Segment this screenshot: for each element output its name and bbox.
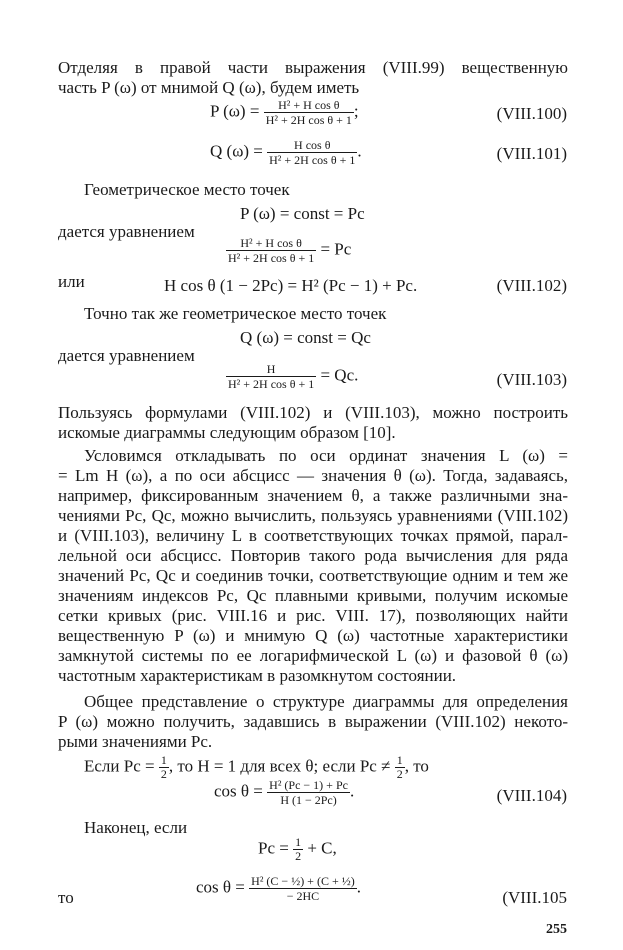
para3-line11: замкнутой системы по ее логарифмической L (ω) и фазовой θ (ω) bbox=[58, 646, 568, 665]
para4-line3: рыми значениями Pc. bbox=[58, 732, 213, 751]
eq101-lhs: Q (ω) = bbox=[210, 141, 263, 161]
para3-line1: Условимся откладывать по оси ординат значения L (ω) = bbox=[84, 446, 568, 465]
eq104-tail: . bbox=[349, 781, 355, 801]
para1-line2: часть P (ω) от мнимой Q (ω), будем иметь bbox=[58, 78, 360, 97]
para1-line1: Отделяя в правой части выражения (VIII.99) вещественную bbox=[58, 58, 568, 77]
eq101-tail: . bbox=[357, 141, 362, 161]
para3-line6: лельной оси абсцисс. Повторив такого рода вычисления для ряда bbox=[58, 546, 568, 565]
eqno-viii-101: (VIII.101) bbox=[496, 144, 567, 163]
equation-viii-101 bbox=[210, 138, 362, 167]
eq104-denominator: H (1 − 2Pc) bbox=[280, 793, 337, 807]
given-by-1: дается уравнением bbox=[58, 222, 195, 241]
half1-denominator: 2 bbox=[160, 767, 167, 781]
eq105-tail: . bbox=[356, 877, 361, 897]
pc-fraction-equation bbox=[226, 236, 351, 265]
eq100-fraction bbox=[264, 98, 354, 127]
eq100-lhs: P (ω) = bbox=[210, 101, 260, 121]
half3-numerator: 1 bbox=[295, 835, 302, 849]
para3-line5: и (VIII.103), величину L в соответствующих точках прямой, парал- bbox=[58, 526, 568, 545]
p-const-equation: P (ω) = const = Pc bbox=[240, 204, 365, 223]
eq105-numerator: H² (C − ½) + (C + ½) bbox=[251, 874, 355, 888]
if-pc-text-a: Если Pc = bbox=[84, 756, 155, 776]
then-word: то bbox=[58, 888, 74, 907]
eq100-denominator: H² + 2H cos θ + 1 bbox=[265, 113, 352, 127]
eq105-denominator: − 2HC bbox=[286, 889, 320, 903]
eq104-lhs: cos θ = bbox=[214, 781, 263, 801]
para4-line2: P (ω) можно получить, задавшись в выражении (VIII.102) некото- bbox=[58, 712, 568, 731]
geometric-locus-2: Точно так же геометрическое место точек bbox=[84, 304, 387, 323]
pc-lhs: Pc = bbox=[258, 838, 289, 858]
eq103-fraction bbox=[226, 362, 316, 391]
eq105-lhs: cos θ = bbox=[196, 877, 245, 897]
para3-line2: = Lm H (ω), а по оси абсцисс — значения θ (ω). Тогда, задаваясь, bbox=[58, 466, 568, 485]
para2-line1: Пользуясь формулами (VIII.102) и (VIII.103), можно построить bbox=[58, 403, 568, 422]
eqno-viii-103: (VIII.103) bbox=[496, 370, 567, 389]
eqno-viii-102: (VIII.102) bbox=[496, 276, 567, 295]
equation-viii-103 bbox=[226, 362, 358, 391]
half-fraction-1 bbox=[159, 754, 169, 781]
para3-line10: вещественную P (ω) и мнимую Q (ω) частотные характеристики bbox=[58, 626, 568, 645]
geometric-locus-1: Геометрическое место точек bbox=[84, 180, 290, 199]
eq101-denominator: H² + 2H cos θ + 1 bbox=[269, 153, 356, 167]
eq100-tail: ; bbox=[353, 101, 359, 121]
half1-numerator: 1 bbox=[160, 753, 167, 767]
or-word: или bbox=[58, 272, 85, 291]
para3-line8: значениям индексов Pc, Qc плавными кривыми, получим искомые bbox=[58, 586, 568, 605]
half3-denominator: 2 bbox=[295, 849, 302, 863]
eq101-numerator: H cos θ bbox=[267, 138, 357, 153]
eq103-tail: = Qc. bbox=[320, 365, 359, 385]
pc-fraction-tail: = Pc bbox=[320, 239, 352, 259]
finally-text: Наконец, если bbox=[84, 818, 188, 837]
eq105-fraction bbox=[249, 874, 357, 903]
pc-fraction-numerator: H² + H cos θ bbox=[226, 236, 316, 251]
eq100-numerator: H² + H cos θ bbox=[264, 98, 354, 113]
pc-fraction bbox=[226, 236, 316, 265]
para3-line4: чениями Pc, Qc, можно вычислить, пользуясь уравнениями (VIII.102) bbox=[58, 506, 568, 525]
equation-viii-102: H cos θ (1 − 2Pc) = H² (Pc − 1) + Pc. bbox=[164, 276, 418, 295]
if-pc-line bbox=[84, 754, 429, 781]
equation-viii-105 bbox=[196, 874, 361, 903]
eq101-fraction bbox=[267, 138, 357, 167]
eqno-viii-104: (VIII.104) bbox=[496, 786, 567, 805]
if-pc-text-c: , то bbox=[404, 756, 429, 776]
eq104-numerator: H² (Pc − 1) + Pc bbox=[269, 778, 348, 792]
page-number: 255 bbox=[546, 922, 567, 937]
equation-viii-104 bbox=[214, 778, 354, 807]
q-const-equation: Q (ω) = const = Qc bbox=[240, 328, 371, 347]
half2-numerator: 1 bbox=[396, 753, 403, 767]
para3-line7: значений Pc, Qc и соединив точки, соответствующие одним и тем же bbox=[58, 566, 568, 585]
para2-line2: искомые диаграммы следующим образом [10]. bbox=[58, 423, 396, 442]
eqno-viii-100: (VIII.100) bbox=[496, 104, 567, 123]
para4-line1: Общее представление о структуре диаграммы для определения bbox=[84, 692, 568, 711]
given-by-2: дается уравнением bbox=[58, 346, 195, 365]
half-fraction-2 bbox=[395, 754, 405, 781]
pc-tail: + C, bbox=[307, 838, 337, 858]
equation-viii-100 bbox=[210, 98, 359, 127]
para3-line9: сетки кривых (рис. VIII.16 и рис. VIII. 17), позволяющих найти bbox=[58, 606, 568, 625]
pc-equals-half-plus-c bbox=[258, 836, 337, 863]
pc-fraction-denominator: H² + 2H cos θ + 1 bbox=[228, 251, 315, 265]
half2-denominator: 2 bbox=[396, 767, 403, 781]
if-pc-text-b: , то H = 1 для всех θ; если Pc ≠ bbox=[168, 756, 391, 776]
para3-line12: частотным характеристикам в разомкнутом состоянии. bbox=[58, 666, 457, 685]
eqno-viii-105: (VIII.105 bbox=[502, 888, 567, 907]
half-fraction-3 bbox=[293, 836, 303, 863]
eq103-numerator: H bbox=[226, 362, 316, 377]
eq103-denominator: H² + 2H cos θ + 1 bbox=[228, 377, 315, 391]
eq104-fraction bbox=[267, 778, 350, 807]
para3-line3: например, фиксированным значением θ, а также различными зна- bbox=[58, 486, 568, 505]
